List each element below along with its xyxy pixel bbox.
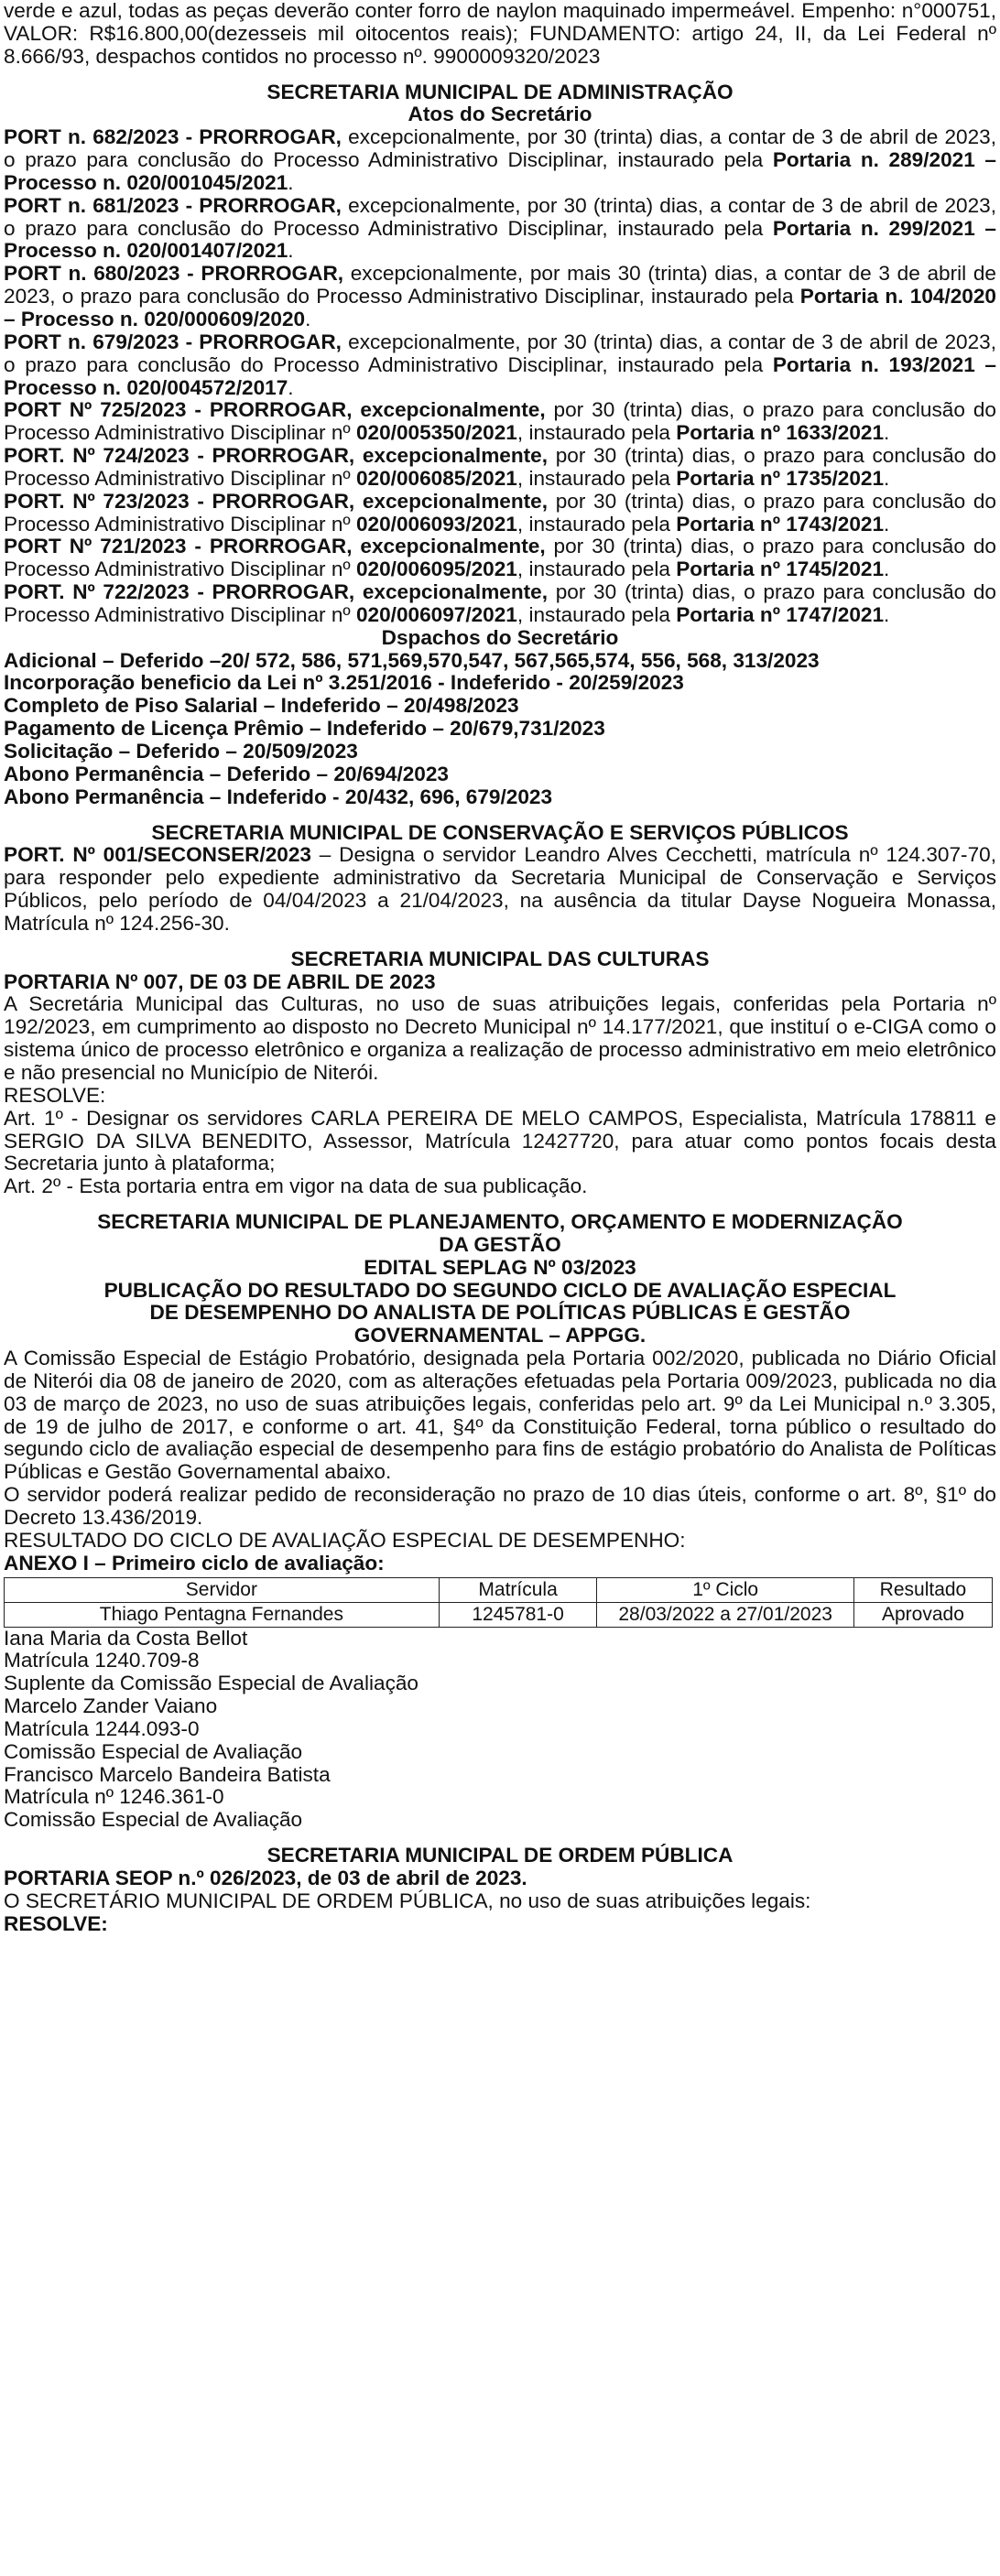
- portaria-ref: Portaria n. 299/2021 – Processo n. 020/001407/2021: [4, 216, 996, 263]
- despacho-line: Solicitação – Deferido – 20/509/2023: [4, 740, 358, 763]
- section-ordem-publica: [4, 1845, 996, 1935]
- despacho-line: Incorporação beneficio da Lei nº 3.251/2016 - Indeferido - 20/259/2023: [4, 671, 684, 695]
- portaria-ref: Portaria nº 1745/2021: [676, 557, 885, 581]
- section-subtitle: Atos do Secretário: [408, 103, 592, 126]
- section-title: SECRETARIA MUNICIPAL DAS CULTURAS: [290, 947, 710, 970]
- despacho-line: Abono Permanência – Indeferido - 20/432, 696, 679/2023: [4, 785, 553, 808]
- section-administracao: [4, 81, 996, 809]
- body-paragraph: A Secretária Municipal das Culturas, no uso de suas atribuições legais, conferidas pela Portaria nº 192/2023, em cumprimento ao disposto no Decreto Municipal nº 14.177/2021, que instituí o e-CIGA como o sistema único de processo eletrônico e organiza a realização de processo administrativo em meio eletrônico e não presencial no Município de Niterói.: [4, 992, 996, 1084]
- resolve-label: RESOLVE:: [4, 1911, 108, 1935]
- article-paragraph: Art. 1º - Designar os servidores CARLA PEREIRA DE MELO CAMPOS, Especialista, Matrícula 178811 e SERGIO DA SILVA BENEDITO, Assessor, Matrícula 12427720, para atuar como pontos focais desta Secretaria junto à plataforma;: [4, 1106, 996, 1175]
- portaria-title: PORTARIA SEOP n.º 026/2023, de 03 de abril de 2023.: [4, 1866, 527, 1889]
- process-number: 020/006085/2021: [355, 466, 517, 490]
- section-title-cont: DA GESTÃO: [439, 1232, 561, 1256]
- portaria-ref: Portaria n. 289/2021 – Processo n. 020/001045/2021: [4, 148, 996, 194]
- section-title: SECRETARIA MUNICIPAL DE ADMINISTRAÇÃO: [266, 80, 734, 103]
- portaria-paragraph: PORT n. 681/2023 - PRORROGAR, excepcionalmente, por 30 (trinta) dias, a contar de 3 de abril de 2023, o prazo para conclusão do Processo Administrativo Disciplinar, instaurado pela Portaria n. 299/2021 – Processo n. 020/001407/2021.: [4, 193, 996, 263]
- cell-ciclo: 28/03/2022 a 27/01/2023: [597, 1602, 854, 1627]
- process-number: 020/006095/2021: [355, 557, 517, 581]
- portaria-paragraph: PORT n. 682/2023 - PRORROGAR, excepcionalmente, por 30 (trinta) dias, a contar de 3 de abril de 2023, o prazo para conclusão do Processo Administrativo Disciplinar, instaurado pela Portaria n. 289/2021 – Processo n. 020/001045/2021.: [4, 125, 996, 194]
- section-title: SECRETARIA MUNICIPAL DE PLANEJAMENTO, ORÇAMENTO E MODERNIZAÇÃO: [97, 1210, 903, 1234]
- section-conservacao: [4, 822, 996, 936]
- portaria-paragraph: PORT. Nº 724/2023 - PRORROGAR, excepcionalmente, por 30 (trinta) dias, o prazo para conclusão do Processo Administrativo Disciplinar nº 020/006085/2021, instaurado pela Portaria nº 1735/2021.: [4, 444, 996, 490]
- results-table: [4, 1577, 993, 1628]
- despachos-title: Dspachos do Secretário: [381, 625, 619, 649]
- portaria-head: PORT. Nº 724/2023 - PRORROGAR, excepcionalmente,: [4, 444, 549, 468]
- cell-resultado: Aprovado: [853, 1602, 992, 1627]
- portaria-ref: Portaria nº 1735/2021: [676, 466, 885, 490]
- portaria-head: PORT. Nº 001/SECONSER/2023: [4, 843, 311, 867]
- publication-title: PUBLICAÇÃO DO RESULTADO DO SEGUNDO CICLO DE AVALIAÇÃO ESPECIAL: [103, 1278, 897, 1302]
- portaria-head: PORT Nº 721/2023 - PRORROGAR, excepcionalmente,: [4, 535, 546, 558]
- signature-line: Comissão Especial de Avaliação: [4, 1739, 303, 1763]
- section-title: SECRETARIA MUNICIPAL DE CONSERVAÇÃO E SERVIÇOS PÚBLICOS: [151, 820, 849, 844]
- portaria-paragraph: PORT. Nº 722/2023 - PRORROGAR, excepcionalmente, por 30 (trinta) dias, o prazo para conclusão do Processo Administrativo Disciplinar nº 020/006097/2021, instaurado pela Portaria nº 1747/2021.: [4, 580, 996, 626]
- portaria-ref: Portaria nº 1743/2021: [676, 512, 885, 536]
- cell-servidor: Thiago Pentagna Fernandes: [5, 1602, 440, 1627]
- signature-line: Matrícula nº 1246.361-0: [4, 1785, 224, 1809]
- cell-matricula: 1245781-0: [439, 1602, 597, 1627]
- section-seplag: [4, 1211, 996, 1832]
- body-paragraph: A Comissão Especial de Estágio Probatório, designada pela Portaria 002/2020, publicada no Diário Oficial de Niterói dia 08 de janeiro de 2020, com as alterações efetuadas pela Portaria 009/2023, publicada no dia 03 de março de 2023, no uso de suas atribuições legais, conferidas pelo art. 9º da Lei Municipal n.º 3.305, de 19 de julho de 2017, e conforme o art. 41, §4º da Constituição Federal, torna público o resultado do segundo ciclo de avaliação especial de desempenho para fins de estágio probatório do Analista de Políticas Públicas e Gestão Governamental abaixo.: [4, 1347, 996, 1484]
- despacho-line: Pagamento de Licença Prêmio – Indeferido – 20/679,731/2023: [4, 717, 605, 741]
- portaria-head: PORT n. 680/2023 - PRORROGAR,: [4, 262, 344, 286]
- despacho-line: Adicional – Deferido –20/ 572, 586, 571,569,570,547, 567,565,574, 556, 568, 313/2023: [4, 648, 820, 672]
- anexo-label: ANEXO I – Primeiro ciclo de avaliação:: [4, 1551, 385, 1575]
- intro-paragraph: verde e azul, todas as peças deverão conter forro de naylon maquinado impermeável. Empenho: n°000751, VALOR: R$16.800,00(dezesseis mil oitocentos reais); FUNDAMENTO: artigo 24, II, da Lei Federal nº 8.666/93, despachos contidos no processo nº. 9900009320/2023: [4, 0, 996, 68]
- body-paragraph: O servidor poderá realizar pedido de reconsideração no prazo de 10 dias úteis, conforme o art. 8º, §1º do Decreto 13.436/2019.: [4, 1483, 996, 1529]
- col-matricula: Matrícula: [439, 1577, 597, 1602]
- table-header-row: [5, 1577, 993, 1602]
- portaria-head: PORT n. 682/2023 - PRORROGAR,: [4, 125, 342, 149]
- signature-line: Comissão Especial de Avaliação: [4, 1808, 303, 1832]
- portaria-ref: Portaria nº 1747/2021: [676, 602, 885, 626]
- portaria-paragraph: PORT n. 680/2023 - PRORROGAR, excepcionalmente, por mais 30 (trinta) dias, a contar de 3 de abril de 2023, o prazo para conclusão do Processo Administrativo Disciplinar, instaurado pela Portaria n. 104/2020 – Processo n. 020/000609/2020.: [4, 262, 996, 330]
- portaria-paragraph: PORT n. 679/2023 - PRORROGAR, excepcionalmente, por 30 (trinta) dias, a contar de 3 de abril de 2023, o prazo para conclusão do Processo Administrativo Disciplinar, instaurado pela Portaria n. 193/2021 – Processo n. 020/004572/2017.: [4, 330, 996, 399]
- signature-line: Suplente da Comissão Especial de Avaliação: [4, 1672, 418, 1695]
- resolve-label: RESOLVE:: [4, 1083, 106, 1107]
- despacho-line: Abono Permanência – Deferido – 20/694/2023: [4, 762, 449, 785]
- portaria-paragraph: PORT Nº 721/2023 - PRORROGAR, excepcionalmente, por 30 (trinta) dias, o prazo para conclusão do Processo Administrativo Disciplinar nº 020/006095/2021, instaurado pela Portaria nº 1745/2021.: [4, 535, 996, 581]
- publication-title: DE DESEMPENHO DO ANALISTA DE POLÍTICAS PÚBLICAS E GESTÃO: [149, 1301, 851, 1325]
- despacho-line: Completo de Piso Salarial – Indeferido – 20/498/2023: [4, 694, 519, 718]
- portaria-ref: Portaria nº 1633/2021: [676, 421, 885, 445]
- article-paragraph: Art. 2º - Esta portaria entra em vigor na data de sua publicação.: [4, 1174, 588, 1198]
- col-resultado: Resultado: [853, 1577, 992, 1602]
- portaria-title: PORTARIA Nº 007, DE 03 DE ABRIL DE 2023: [4, 969, 436, 993]
- signature-line: Francisco Marcelo Bandeira Batista: [4, 1762, 331, 1786]
- section-title: SECRETARIA MUNICIPAL DE ORDEM PÚBLICA: [266, 1844, 734, 1867]
- signature-line: Matrícula 1244.093-0: [4, 1716, 200, 1740]
- portaria-head: PORT n. 679/2023 - PRORROGAR,: [4, 330, 342, 353]
- portaria-head: PORT. Nº 722/2023 - PRORROGAR, excepcionalmente,: [4, 580, 549, 604]
- process-number: 020/005350/2021: [355, 421, 517, 445]
- col-servidor: Servidor: [5, 1577, 440, 1602]
- table-row: [5, 1602, 993, 1627]
- portaria-head: PORT Nº 725/2023 - PRORROGAR, excepcionalmente,: [4, 398, 546, 422]
- portaria-paragraph: PORT Nº 725/2023 - PRORROGAR, excepcionalmente, por 30 (trinta) dias, o prazo para conclusão do Processo Administrativo Disciplinar nº 020/005350/2021, instaurado pela Portaria nº 1633/2021.: [4, 398, 996, 445]
- body-paragraph: O SECRETÁRIO MUNICIPAL DE ORDEM PÚBLICA, no uso de suas atribuições legais:: [4, 1889, 811, 1912]
- signature-line: Marcelo Zander Vaiano: [4, 1694, 218, 1718]
- portaria-head: PORT n. 681/2023 - PRORROGAR,: [4, 193, 342, 217]
- signature-line: Matrícula 1240.709-8: [4, 1649, 200, 1672]
- section-culturas: [4, 948, 996, 1198]
- col-ciclo: 1º Ciclo: [597, 1577, 854, 1602]
- portaria-head: PORT. Nº 723/2023 - PRORROGAR, excepcionalmente,: [4, 489, 549, 513]
- portaria-ref: Portaria n. 193/2021 – Processo n. 020/004572/2017: [4, 352, 996, 399]
- resultado-label: RESULTADO DO CICLO DE AVALIAÇÃO ESPECIAL DE DESEMPENHO:: [4, 1528, 686, 1552]
- publication-title: GOVERNAMENTAL – APPGG.: [353, 1324, 647, 1348]
- portaria-paragraph: PORT. Nº 723/2023 - PRORROGAR, excepcionalmente, por 30 (trinta) dias, o prazo para conclusão do Processo Administrativo Disciplinar nº 020/006093/2021, instaurado pela Portaria nº 1743/2021.: [4, 489, 996, 536]
- portaria-ref: Portaria n. 104/2020 – Processo n. 020/000609/2020: [4, 285, 996, 330]
- signature-line: Iana Maria da Costa Bellot: [4, 1626, 248, 1650]
- portaria-paragraph: PORT. Nº 001/SECONSER/2023 – Designa o servidor Leandro Alves Cecchetti, matrícula nº 124.307-70, para responder pelo expediente administrativo da Secretaria Municipal de Conservação e Serviços Públicos, pelo período de 04/04/2023 a 21/04/2023, na ausência da titular Dayse Nogueira Monassa, Matrícula nº 124.256-30.: [4, 843, 996, 935]
- process-number: 020/006093/2021: [355, 512, 517, 536]
- process-number: 020/006097/2021: [355, 602, 517, 626]
- edital-title: EDITAL SEPLAG Nº 03/2023: [364, 1255, 636, 1279]
